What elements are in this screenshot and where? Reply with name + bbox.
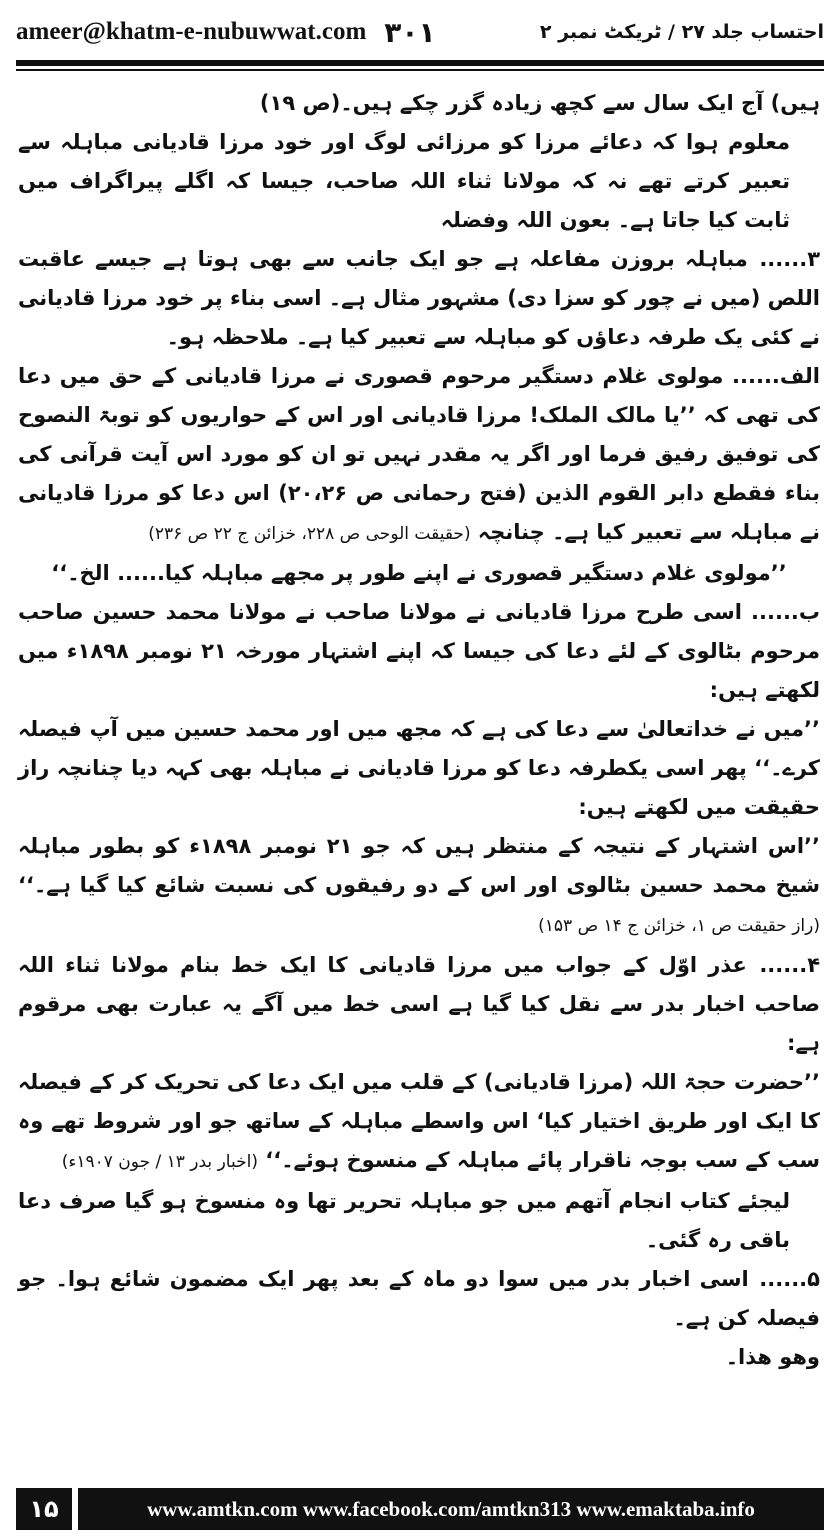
paragraph-13: وھو ھذا۔ <box>725 1345 820 1369</box>
book-title: احتساب جلد ۲۷ / ٹریکٹ نمبر ۲ <box>539 21 824 43</box>
item-marker-alif: الف...... <box>732 364 820 388</box>
paragraph-6 <box>18 593 820 710</box>
quote-3 <box>18 827 820 946</box>
quote-2: ’’میں نے خداتعالیٰ سے دعا کی ہے کہ مجھ میں اور محمد حسین میں آپ فیصلہ کرے۔‘‘ پھر اسی یکطرفہ دعا کو مرزا قادیانی نے مباہلہ بھی کہہ دیا چنانچہ راز حقیقت میں لکھتے ہیں: <box>18 717 820 819</box>
paragraph-2: معلوم ہوا کہ دعائے مرزا کو مرزائی لوگ اور خود مرزا قادیانی مباہلہ سے تعبیر کرتے تھے نہ کہ مولانا ثناء اللہ صاحب، جیسا کہ اگلے پیراگراف میں ثابت کیا جاتا ہے۔ بعون اللہ وفضلہ <box>18 130 790 232</box>
header-rule-thin <box>16 69 824 71</box>
paragraph-3-text: مباہلہ بروزن مفاعلہ ہے جو ایک جانب سے بھی ہوتا ہے جیسے عاقبت اللص (میں نے چور کو سزا دی) مشہور مثال ہے۔ اسی بناء پر خود مرزا قادیانی نے کئی یک طرفہ دعاؤں کو مباہلہ سے تعبیر کیا ہے۔ ملاحظہ ہو۔ <box>18 247 820 349</box>
paragraph-12 <box>18 1260 820 1338</box>
page-header <box>16 8 824 56</box>
paragraph-9-text: عذر اوّل کے جواب میں مرزا قادیانی کا ایک خط بنام مولانا ثناء اللہ صاحب اخبار بدر سے نقل کیا گیا ہے اسی خط میں آگے یہ عبارت بھی مرقوم ہے: <box>18 953 820 1055</box>
page-number: ۳۰۱ <box>384 15 436 49</box>
item-marker-4: ۴...... <box>759 953 821 977</box>
item-marker-5: ۵...... <box>759 1267 820 1291</box>
page-footer <box>16 1488 824 1530</box>
citation-raz-haqiqat: (راز حقیقت ص ۱، خزائن ج ۱۴ ص ۱۵۳) <box>538 916 820 936</box>
citation-akhbar-badr: (اخبار بدر ۱۳ / جون ۱۹۰۷ء) <box>61 1152 258 1172</box>
footer-links: www.amtkn.com www.facebook.com/amtkn313 www.emaktaba.info <box>78 1488 824 1530</box>
page-body <box>18 84 820 1377</box>
header-email: ameer@khatm-e-nubuwwat.com <box>16 18 367 45</box>
quote-3-text: ’’اس اشتہار کے نتیجہ کے منتظر ہیں کہ جو ۲۱ نومبر ۱۸۹۸ء کو بطور مباہلہ شیخ محمد حسین بٹالوی اور اس کے دو رفیقوں کی نسبت شائع کیا گیا ہے۔‘‘ <box>18 834 820 897</box>
paragraph-12-text: اسی اخبار بدر میں سوا دو ماہ کے بعد پھر ایک مضمون شائع ہوا۔ جو فیصلہ کن ہے۔ <box>18 1267 820 1330</box>
footer-page-box: ۱۵ <box>16 1488 72 1530</box>
paragraph-9 <box>18 946 820 1063</box>
paragraph-3 <box>18 240 820 357</box>
item-marker-be: ب...... <box>751 600 820 624</box>
header-rule-thick <box>16 60 824 66</box>
quote-4-text: ’’حضرت حجۃ اللہ (مرزا قادیانی) کے قلب میں ایک دعا کی تحریک کر کے فیصلہ کا ایک اور طریق اختیار کیا‘ اس واسطے مباہلہ کے ساتھ جو اور شروط تھے وہ سب کے سب بوجہ ناقرار پائے مباہلہ کے منسوخ ہوئے۔‘‘ <box>18 1070 820 1172</box>
citation-haqiqat-ul-wahi: (حقیقت الوحی ص ۲۲۸، خزائن ج ۲۲ ص ۲۳۶) <box>148 524 471 544</box>
header-left <box>16 16 436 49</box>
item-marker-3: ۳...... <box>759 247 821 271</box>
paragraph-4-text: مولوی غلام دستگیر مرحوم قصوری نے مرزا قادیانی کے حق میں دعا کی تھی کہ ’’یا مالک الملک! مرزا قادیانی اور اس کے حواریوں کو توبۃ النصوح کی توفیق رفیق فرما اور اگر یہ مقدر نہیں تو ان کو مورد اس آیت قرآنی کی بناء فقطع دابر القوم الذین (فتح رحمانی ص ۲۰،۲۶) اس دعا کو مرزا قادیانی نے مباہلہ سے تعبیر کیا ہے۔ چنانچہ <box>18 364 820 544</box>
paragraph-4 <box>18 357 820 554</box>
paragraph-1: ہیں) آج ایک سال سے کچھ زیادہ گزر چکے ہیں۔(ص ۱۹) <box>259 91 820 115</box>
paragraph-6-text: اسی طرح مرزا قادیانی نے مولانا صاحب نے مولانا محمد حسین صاحب مرحوم بٹالوی کے لئے دعا کی جیسا کہ اپنے اشتہار مورخہ ۲۱ نومبر ۱۸۹۸ء میں لکھتے ہیں: <box>18 600 821 702</box>
quote-1: ’’مولوی غلام دستگیر قصوری نے اپنے طور پر مجھے مباہلہ کیا...... الخ۔‘‘ <box>51 561 787 585</box>
paragraph-11: لیجئے کتاب انجام آتھم میں جو مباہلہ تحریر تھا وہ منسوخ ہو گیا صرف دعا باقی رہ گئی۔ <box>18 1189 790 1252</box>
quote-4 <box>18 1063 820 1182</box>
